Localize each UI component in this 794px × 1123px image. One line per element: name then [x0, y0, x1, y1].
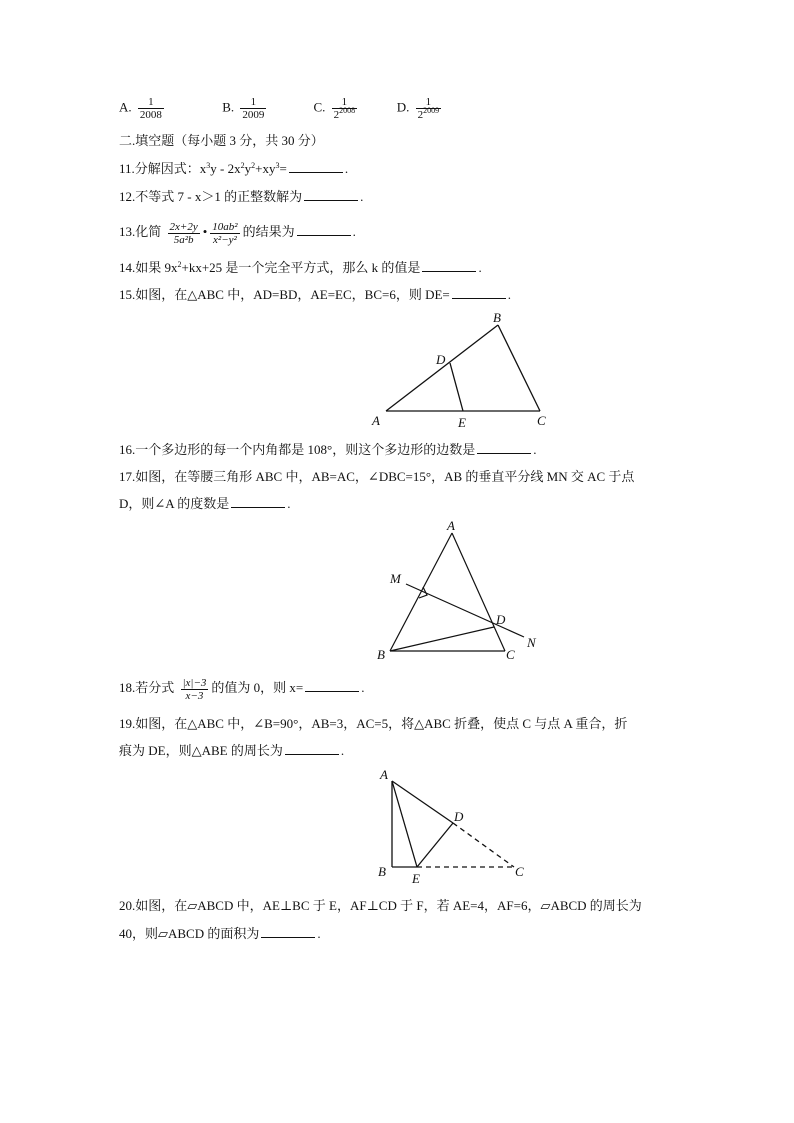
question-19-line2: 痕为 DE，则△ABE 的周长为 .: [119, 743, 345, 758]
choice-fraction: $\frac{1}{2008}$: [139, 96, 162, 121]
label-a: A: [380, 767, 388, 782]
label-e: E: [412, 871, 420, 886]
answer-blank[interactable]: [477, 441, 531, 454]
fraction: $\frac{2x+2y}{\text{5a²b}}$: [169, 220, 198, 246]
label-c: C: [537, 413, 546, 428]
question-20-line2: 40，则▱ABCD 的面积为 .: [119, 926, 321, 941]
label-m: M: [390, 571, 401, 586]
label-d: D: [496, 612, 506, 627]
question-13: 13.化简 $\frac{2x+2y}{\text{5a²b}}$ • $\frac{\text{10ab²}}{\text{x²−y²}}$ 的结果为 .: [119, 220, 356, 246]
label-c: C: [506, 647, 515, 662]
question-16: 16.一个多边形的每一个内角都是 108°，则这个多边形的边数是 .: [119, 442, 537, 457]
choice-fraction: $\frac{1}{2^{2008}}$: [333, 96, 356, 121]
label-n: N: [527, 635, 536, 650]
question-19-line1: 19.如图，在△ABC 中，∠B=90°，AB=3，AC=5，将△ABC 折叠，使点 C 与点 A 重合，折: [119, 716, 628, 731]
question-18: 18.若分式 $\frac{|x|-3}{x-3}$ 的值为 0，则 x= .: [119, 676, 365, 702]
label-b: B: [377, 647, 385, 662]
choice-letter: C.: [313, 99, 326, 115]
label-d: D: [454, 809, 464, 824]
segment-ab: [390, 533, 452, 651]
label-c: C: [515, 864, 524, 879]
segment-ac: [452, 533, 505, 651]
question-20-line1: 20.如图，在▱ABCD 中，AE⊥BC 于 E，AF⊥CD 于 F，若 AE=4，AF=6，▱ABCD 的周长为: [119, 898, 642, 913]
question-14: 14.如果 $9x^2+kx+25$ 是一个完全平方式，那么 k 的值是 .: [119, 260, 482, 275]
segment-bc: [498, 325, 540, 411]
section-title: 二.填空题（每小题 3 分，共 30 分）: [119, 133, 324, 148]
fraction: $\frac{\text{10ab²}}{\text{x²−y²}}$: [212, 220, 238, 246]
label-e: E: [458, 415, 466, 430]
fraction: $\frac{|x|-3}{x-3}$: [182, 676, 207, 702]
choice-letter: B.: [222, 99, 235, 115]
label-a: A: [447, 518, 455, 533]
segment-ab: [386, 325, 498, 411]
question-17-line1: 17.如图，在等腰三角形 ABC 中，AB=AC，∠DBC=15°，AB 的垂直平分线 MN 交 AC 于点: [119, 469, 635, 484]
segment-ad: [392, 781, 453, 823]
segment-bd: [390, 627, 494, 651]
label-d: D: [436, 352, 446, 367]
question-15: 15.如图，在△ABC 中，AD=BD，AE=EC，BC=6，则 DE= .: [119, 287, 512, 302]
question-12: 12.不等式 7 - x＞1 的正整数解为 .: [119, 189, 364, 204]
choice-fraction: $\frac{1}{2^{2009}}$: [417, 96, 440, 121]
answer-blank[interactable]: [261, 925, 315, 938]
segment-de: [450, 363, 463, 411]
choice-letter: D.: [396, 99, 410, 115]
choice-fraction: $\frac{1}{2009}$: [242, 96, 265, 121]
segment-ae: [392, 781, 417, 867]
label-a: A: [372, 413, 380, 428]
question-11: 11.分解因式：$x^3y - 2x^2y^2+xy^3=$ .: [119, 161, 349, 176]
answer-blank[interactable]: [285, 742, 339, 755]
segment-de: [417, 823, 453, 867]
answer-blank[interactable]: [305, 679, 359, 692]
choice-letter: A.: [119, 99, 132, 115]
segment-dc-dashed: [453, 823, 514, 867]
label-b: B: [493, 310, 501, 325]
answer-blank[interactable]: [231, 495, 285, 508]
label-b: B: [378, 864, 386, 879]
question-17-line2: D，则∠A 的度数是 .: [119, 496, 291, 511]
line-mn: [406, 584, 524, 637]
